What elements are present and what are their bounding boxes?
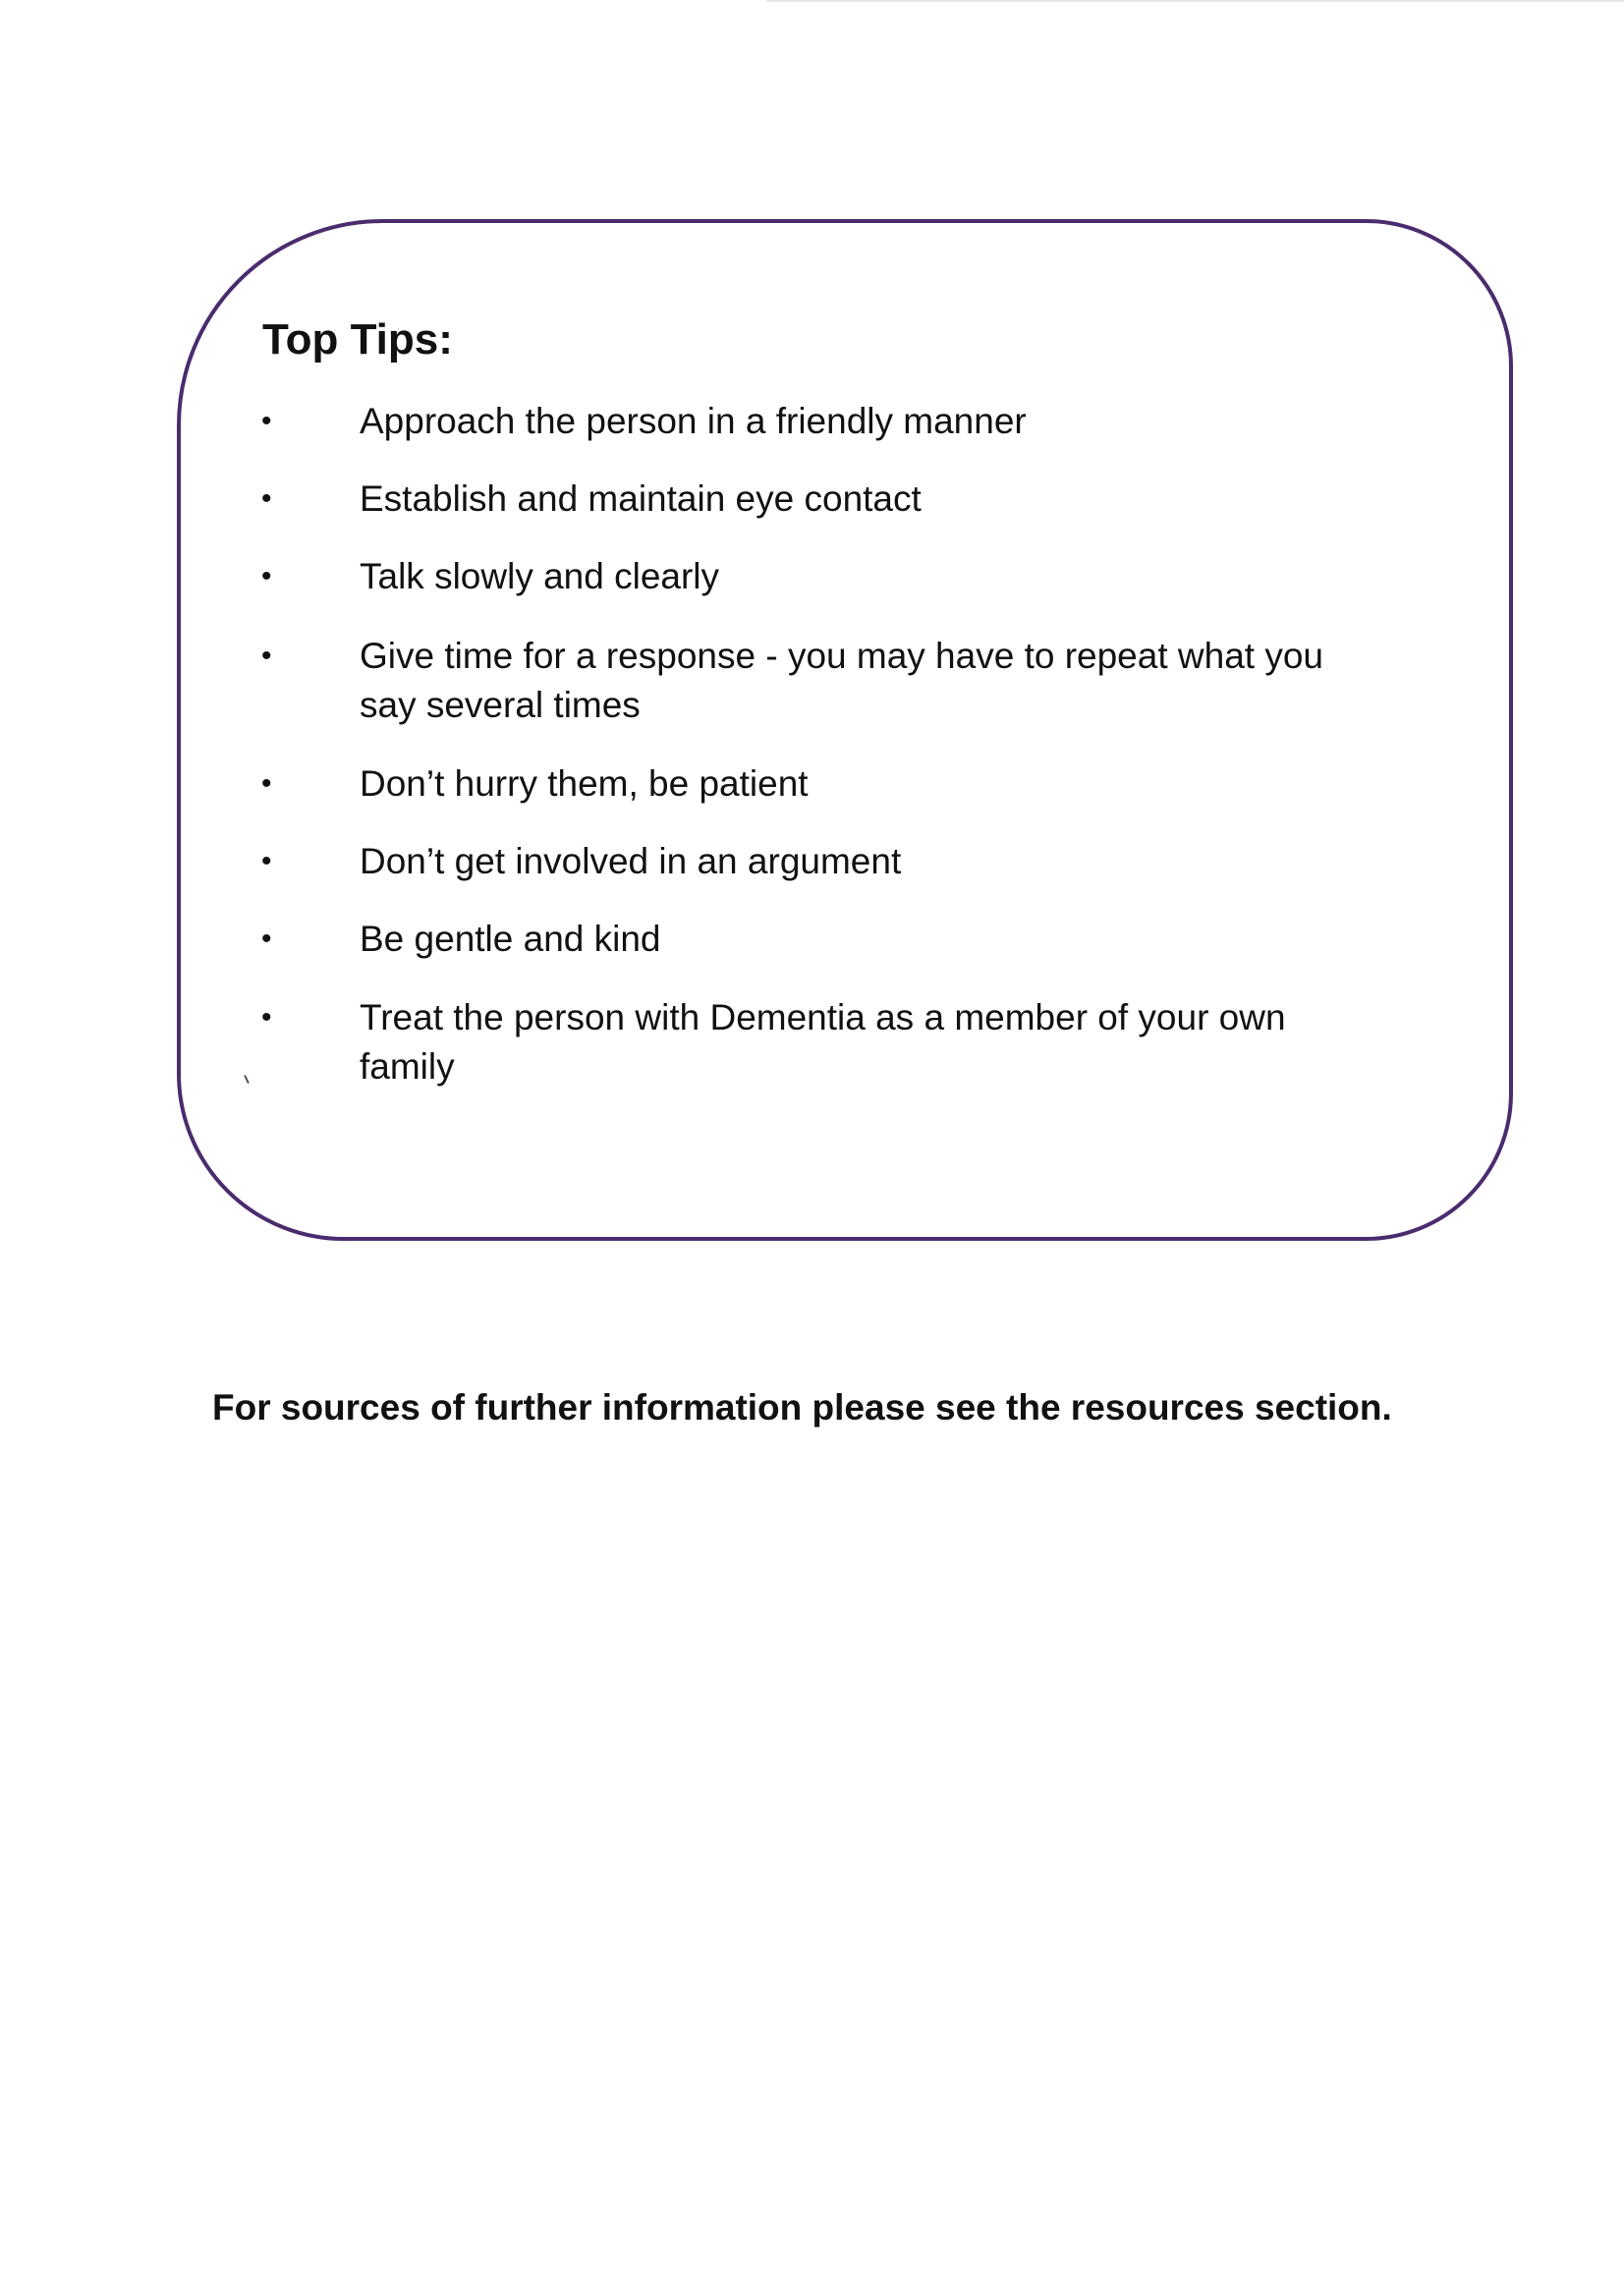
bullet-icon: • xyxy=(261,1001,272,1034)
top-tips-heading: Top Tips: xyxy=(262,315,453,364)
bullet-icon: • xyxy=(261,405,272,437)
tip-text: Treat the person with Dementia as a member of your own family xyxy=(360,997,1286,1087)
bullet-icon: • xyxy=(261,923,272,955)
resources-note: For sources of further information please see the resources section. xyxy=(212,1387,1392,1428)
tip-text: Talk slowly and clearly xyxy=(360,556,720,596)
tip-text: Give time for a response - you may have to repeat what you say several times xyxy=(360,636,1323,725)
tip-text: Don’t hurry them, be patient xyxy=(360,763,809,804)
bullet-icon: • xyxy=(261,482,272,515)
bullet-icon: • xyxy=(261,767,272,800)
bullet-icon: • xyxy=(261,845,272,877)
tip-text: Approach the person in a friendly manner xyxy=(360,401,1027,441)
tip-text: Establish and maintain eye contact xyxy=(360,478,922,519)
bullet-icon: • xyxy=(261,640,272,672)
tip-text: Don’t get involved in an argument xyxy=(360,841,902,881)
bullet-icon: • xyxy=(261,560,272,592)
tip-text: Be gentle and kind xyxy=(360,919,661,959)
